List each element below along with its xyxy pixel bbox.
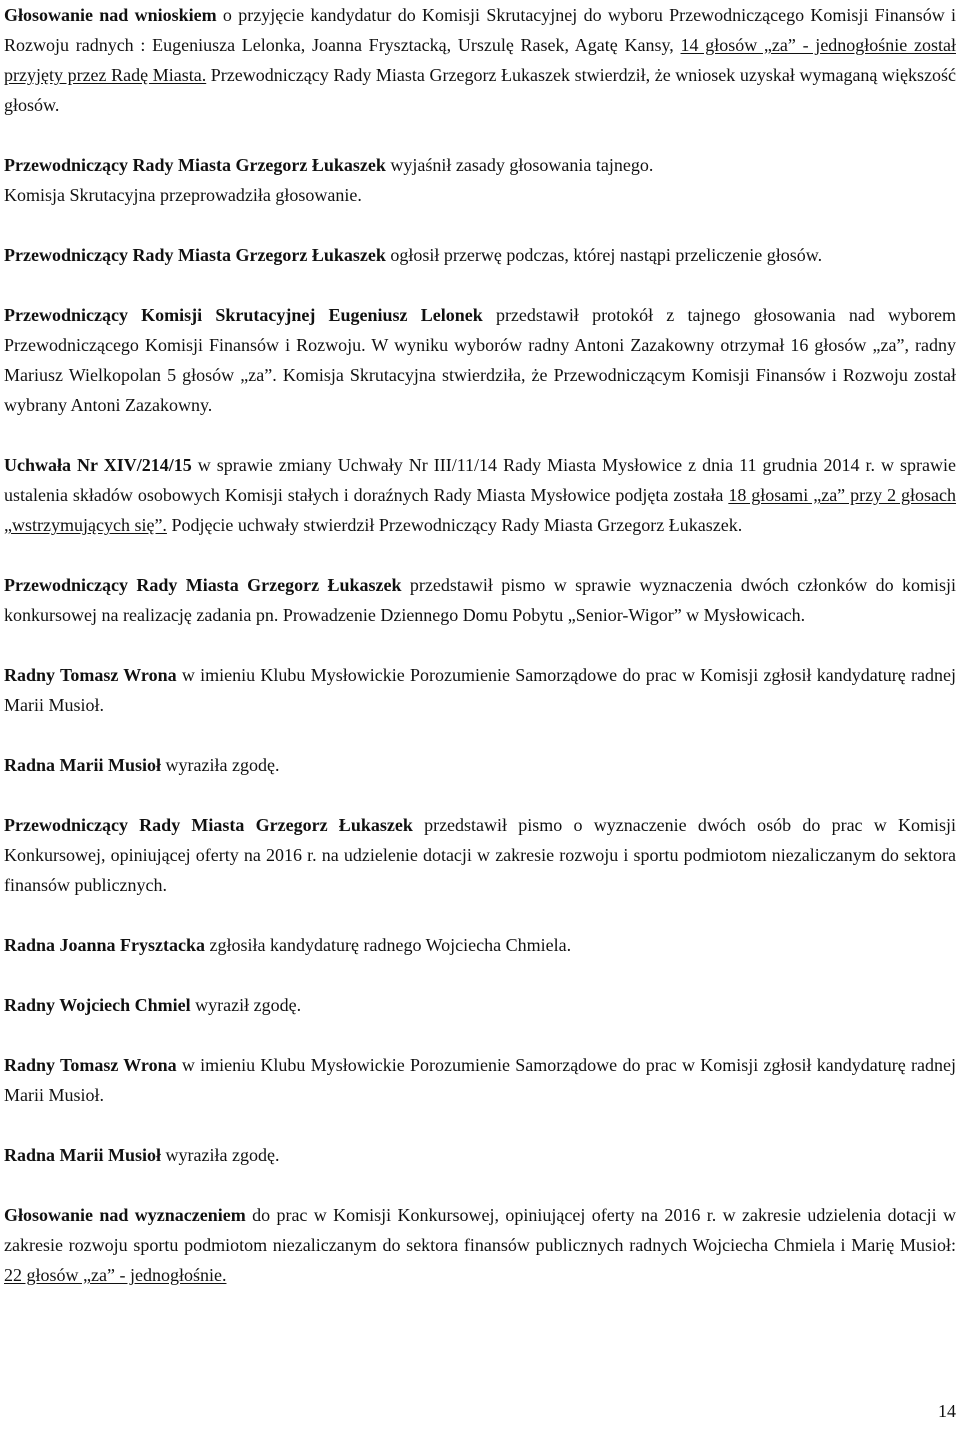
paragraph (4, 0, 956, 120)
paragraph (4, 570, 956, 630)
paragraph-text: przedstawił pismo o wyznaczenie dwóch osób do prac w Komisji Konkursowej, opiniującej oferty na 2016 r. na udzielenie dotacji w zakresie rozwoju i sportu podmiotom niezaliczanym do sektora finansów publicznych. (4, 815, 957, 895)
paragraph-text: ogłosił przerwę podczas, której nastąpi przeliczenie głosów. (385, 245, 823, 265)
paragraph (4, 240, 956, 270)
bold-text: Przewodniczący Rady Miasta Grzegorz Łukaszek (4, 575, 402, 595)
paragraph-text: w imieniu Klubu Mysłowickie Porozumienie Samorządowe do prac w Komisji zgłosił kandydaturę radnej Marii Musioł. (4, 665, 956, 715)
bold-text: Przewodniczący Rady Miasta Grzegorz Łukaszek (4, 815, 413, 835)
underlined-text: 18 głosami „za” przy 2 głosach „wstrzymujących się”. (4, 485, 957, 535)
bold-text: Przewodniczący Rady Miasta Grzegorz Łukaszek (4, 245, 386, 265)
document-body (4, 0, 956, 1320)
paragraph-text: Przewodniczący Rady Miasta Grzegorz Łukaszek stwierdził, że wniosek uzyskał wymaganą większość głosów. (4, 65, 956, 115)
bold-text: Głosowanie nad wyznaczeniem (4, 1205, 246, 1225)
paragraph (4, 1200, 956, 1290)
paragraph-text: w imieniu Klubu Mysłowickie Porozumienie Samorządowe do prac w Komisji zgłosił kandydaturę radnej Marii Musioł. (4, 1055, 956, 1105)
paragraph-text: do prac w Komisji Konkursowej, opiniującej oferty na 2016 r. w zakresie udzielenia dotacji w zakresie rozwoju sportu podmiotom niezaliczanym do sektora finansów publicznych radnych Wojciecha Chmiela i Marię Musioł: (4, 1205, 956, 1255)
paragraph (4, 450, 956, 540)
bold-text: Przewodniczący Rady Miasta Grzegorz Łukaszek (4, 155, 386, 175)
bold-text: Radna Marii Musioł (4, 1145, 162, 1165)
paragraph (4, 990, 956, 1020)
paragraph (4, 930, 956, 960)
page-number: 14 (938, 1401, 956, 1421)
paragraph-text: przedstawił pismo w sprawie wyznaczenia dwóch członków do komisji konkursowej na realizację zadania pn. Prowadzenie Dziennego Domu Pobytu „Senior-Wigor” w Mysłowicach. (4, 575, 956, 625)
bold-text: Radny Tomasz Wrona (4, 665, 177, 685)
paragraph-text: przedstawił protokół z tajnego głosowania nad wyborem Przewodniczącego Komisji Finansów i Rozwoju. W wyniku wyborów radny Antoni Zazakowny otrzymał 16 głosów „za”, radny Mariusz Wielkopolan 5 głosów „za”. Komisja Skrutacyjna stwierdziła, że Przewodniczącym Komisji Finansów i Rozwoju został wybrany Antoni Zazakowny. (4, 305, 956, 415)
paragraph-text: Komisja Skrutacyjna przeprowadziła głosowanie. (4, 185, 362, 205)
paragraph-text: wyjaśnił zasady głosowania tajnego. (385, 155, 654, 175)
bold-text: Radny Tomasz Wrona (4, 1055, 177, 1075)
paragraph-text: o przyjęcie kandydatur do Komisji Skrutacyjnej do wyboru Przewodniczącego Komisji Finansów i Rozwoju radnych : Eugeniusza Lelonka, Joanna Frysztacką, Urszulę Rasek, Agatę Kansy, (4, 5, 956, 55)
bold-text: Głosowanie nad wnioskiem (4, 5, 217, 25)
bold-text: Radna Joanna Frysztacka (4, 935, 206, 955)
underlined-text: 14 głosów „za” - jednogłośnie został przyjęty przez Radę Miasta. (4, 35, 956, 85)
paragraph-text: wyraziła zgodę. (161, 755, 280, 775)
paragraph (4, 1050, 956, 1110)
paragraph (4, 750, 956, 780)
paragraph-text: w sprawie zmiany Uchwały Nr III/11/14 Rady Miasta Mysłowice z dnia 11 grudnia 2014 r. w sprawie ustalenia składów osobowych Komisji stałych i doraźnych Rady Miasta Mysłowice podjęta została (4, 455, 956, 505)
bold-text: Uchwała Nr XIV/214/15 (4, 455, 192, 475)
paragraph (4, 180, 956, 210)
paragraph-text: wyraził zgodę. (190, 995, 302, 1015)
paragraph (4, 660, 956, 720)
paragraph-text: zgłosiła kandydaturę radnego Wojciecha Chmiela. (205, 935, 572, 955)
paragraph-text: wyraziła zgodę. (161, 1145, 280, 1165)
bold-text: Przewodniczący Komisji Skrutacyjnej Eugeniusz Lelonek (4, 305, 483, 325)
bold-text: Radna Marii Musioł (4, 755, 162, 775)
paragraph (4, 810, 956, 900)
paragraph (4, 1140, 956, 1170)
underlined-text: 22 głosów „za” - jednogłośnie. (4, 1265, 227, 1285)
paragraph-text: Podjęcie uchwały stwierdził Przewodniczący Rady Miasta Grzegorz Łukaszek. (166, 515, 743, 535)
paragraph (4, 150, 956, 180)
paragraph (4, 300, 956, 420)
bold-text: Radny Wojciech Chmiel (4, 995, 191, 1015)
